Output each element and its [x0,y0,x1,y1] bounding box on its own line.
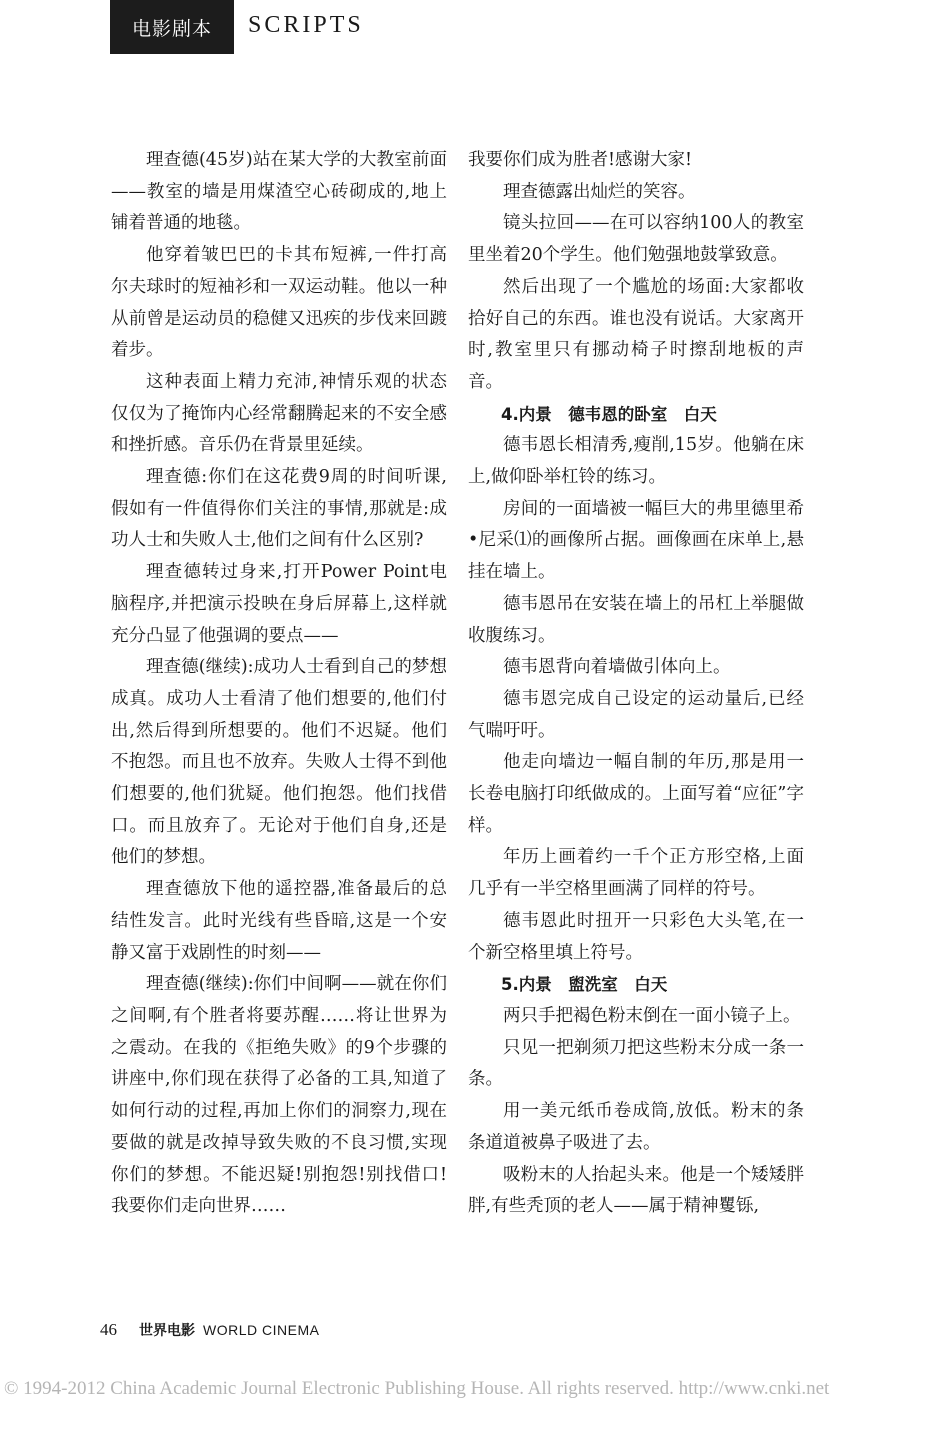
paragraph: 理查德露出灿烂的笑容。 [503,181,696,202]
paragraph: 然后出现了一个尴尬的场面:大家都收拾好自己的东西。谁也没有说话。大家离开时,教室里只有挪动椅子时擦刮地板的声音。 [468,276,804,392]
page-number: 46 [100,1320,117,1339]
right-column [468,145,804,1223]
paragraph: 房间的一面墙被一幅巨大的弗里德里希•尼采⑴的画像所占据。画像画在床单上,悬挂在墙上。 [468,498,804,583]
paragraph: 他走向墙边一幅自制的年历,那是用一长卷电脑打印纸做成的。上面写着“应征”字样。 [468,752,804,836]
paragraph: 用一美元纸币卷成筒,放低。粉末的条条道道被鼻子吸进了去。 [468,1101,804,1153]
paragraph: 他穿着皱巴巴的卡其布短裤,一件打高尔夫球时的短袖衫和一双运动鞋。他以一种从前曾是运动员的稳健又迅疾的步伐来回踱着步。 [111,245,447,361]
section-tab: 电影剧本 [110,0,234,54]
paragraph: 德韦恩长相清秀,瘦削,15岁。他躺在床上,做仰卧举杠铃的练习。 [468,435,804,488]
paragraph: 两只手把褐色粉末倒在一面小镜子上。 [503,1005,801,1026]
scene-heading: 5.内景 盥洗室 白天 [501,975,668,995]
section-title-en: SCRIPTS [248,12,364,38]
magazine-name-cn: 世界电影 [139,1323,195,1339]
page-footer [100,1320,319,1340]
paragraph: 德韦恩背向着墙做引体向上。 [503,657,731,678]
magazine-name-en: WORLD CINEMA [203,1322,320,1338]
paragraph: 镜头拉回——在可以容纳100人的教室里坐着20个学生。他们勉强地鼓掌致意。 [468,213,804,266]
paragraph: 理查德(45岁)站在某大学的大教室前面——教室的墙是用煤渣空心砖砌成的,地上铺着普通的地毯。 [111,150,447,234]
paragraph-continued: 我要你们成为胜者!感谢大家! [468,150,693,170]
copyright-watermark: © 1994-2012 China Academic Journal Electronic Publishing House. All rights reserved. http://www.cnki.net [4,1378,830,1399]
paragraph: 年历上画着约一千个正方形空格,上面几乎有一半空格里画满了同样的符号。 [468,847,804,900]
left-column [111,145,447,1223]
paragraph: 理查德转过身来,打开Power Point电脑程序,并把演示投映在身后屏幕上,这样就充分凸显了他强调的要点—— [111,562,447,646]
paragraph: 吸粉末的人抬起头来。他是一个矮矮胖胖,有些秃顶的老人——属于精神矍铄, [468,1164,804,1217]
scene-heading: 4.内景 德韦恩的卧室 白天 [501,404,717,424]
paragraph: 理查德(继续):你们中间啊——就在你们之间啊,有个胜者将要苏醒……将让世界为之震动。在我的《拒绝失败》的9个步骤的讲座中,你们现在获得了必备的工具,知道了如何行动的过程,再加上你们的洞察力,现在要做的就是改掉导致失败的不良习惯,实现你们的梦想。不能迟疑!别抱怨!别找借口!我要你们走向世界…… [111,974,447,1217]
paragraph: 理查德:你们在这花费9周的时间听课,假如有一件值得你们关注的事情,那就是:成功人士和失败人士,他们之间有什么区别? [111,467,447,551]
paragraph: 只见一把剃须刀把这些粉末分成一条一条。 [468,1037,804,1090]
paragraph: 德韦恩完成自己设定的运动量后,已经气喘吁吁。 [468,688,804,741]
paragraph: 德韦恩此时扭开一只彩色大头笔,在一个新空格里填上符号。 [468,910,804,963]
paragraph: 德韦恩吊在安装在墙上的吊杠上举腿做收腹练习。 [468,593,804,646]
paragraph: 这种表面上精力充沛,神情乐观的状态仅仅为了掩饰内心经常翻腾起来的不安全感和挫折感。音乐仍在背景里延续。 [111,371,447,456]
paragraph: 理查德放下他的遥控器,准备最后的总结性发言。此时光线有些昏暗,这是一个安静又富于戏剧性的时刻—— [111,879,447,963]
paragraph: 理查德(继续):成功人士看到自己的梦想成真。成功人士看清了他们想要的,他们付出,然后得到所想要的。他们不迟疑。他们不抱怨。而且也不放弃。失败人士得不到他们想要的,他们犹疑。他们抱怨。他们找借口。而且放弃了。无论对于他们自身,还是他们的梦想。 [111,657,447,868]
